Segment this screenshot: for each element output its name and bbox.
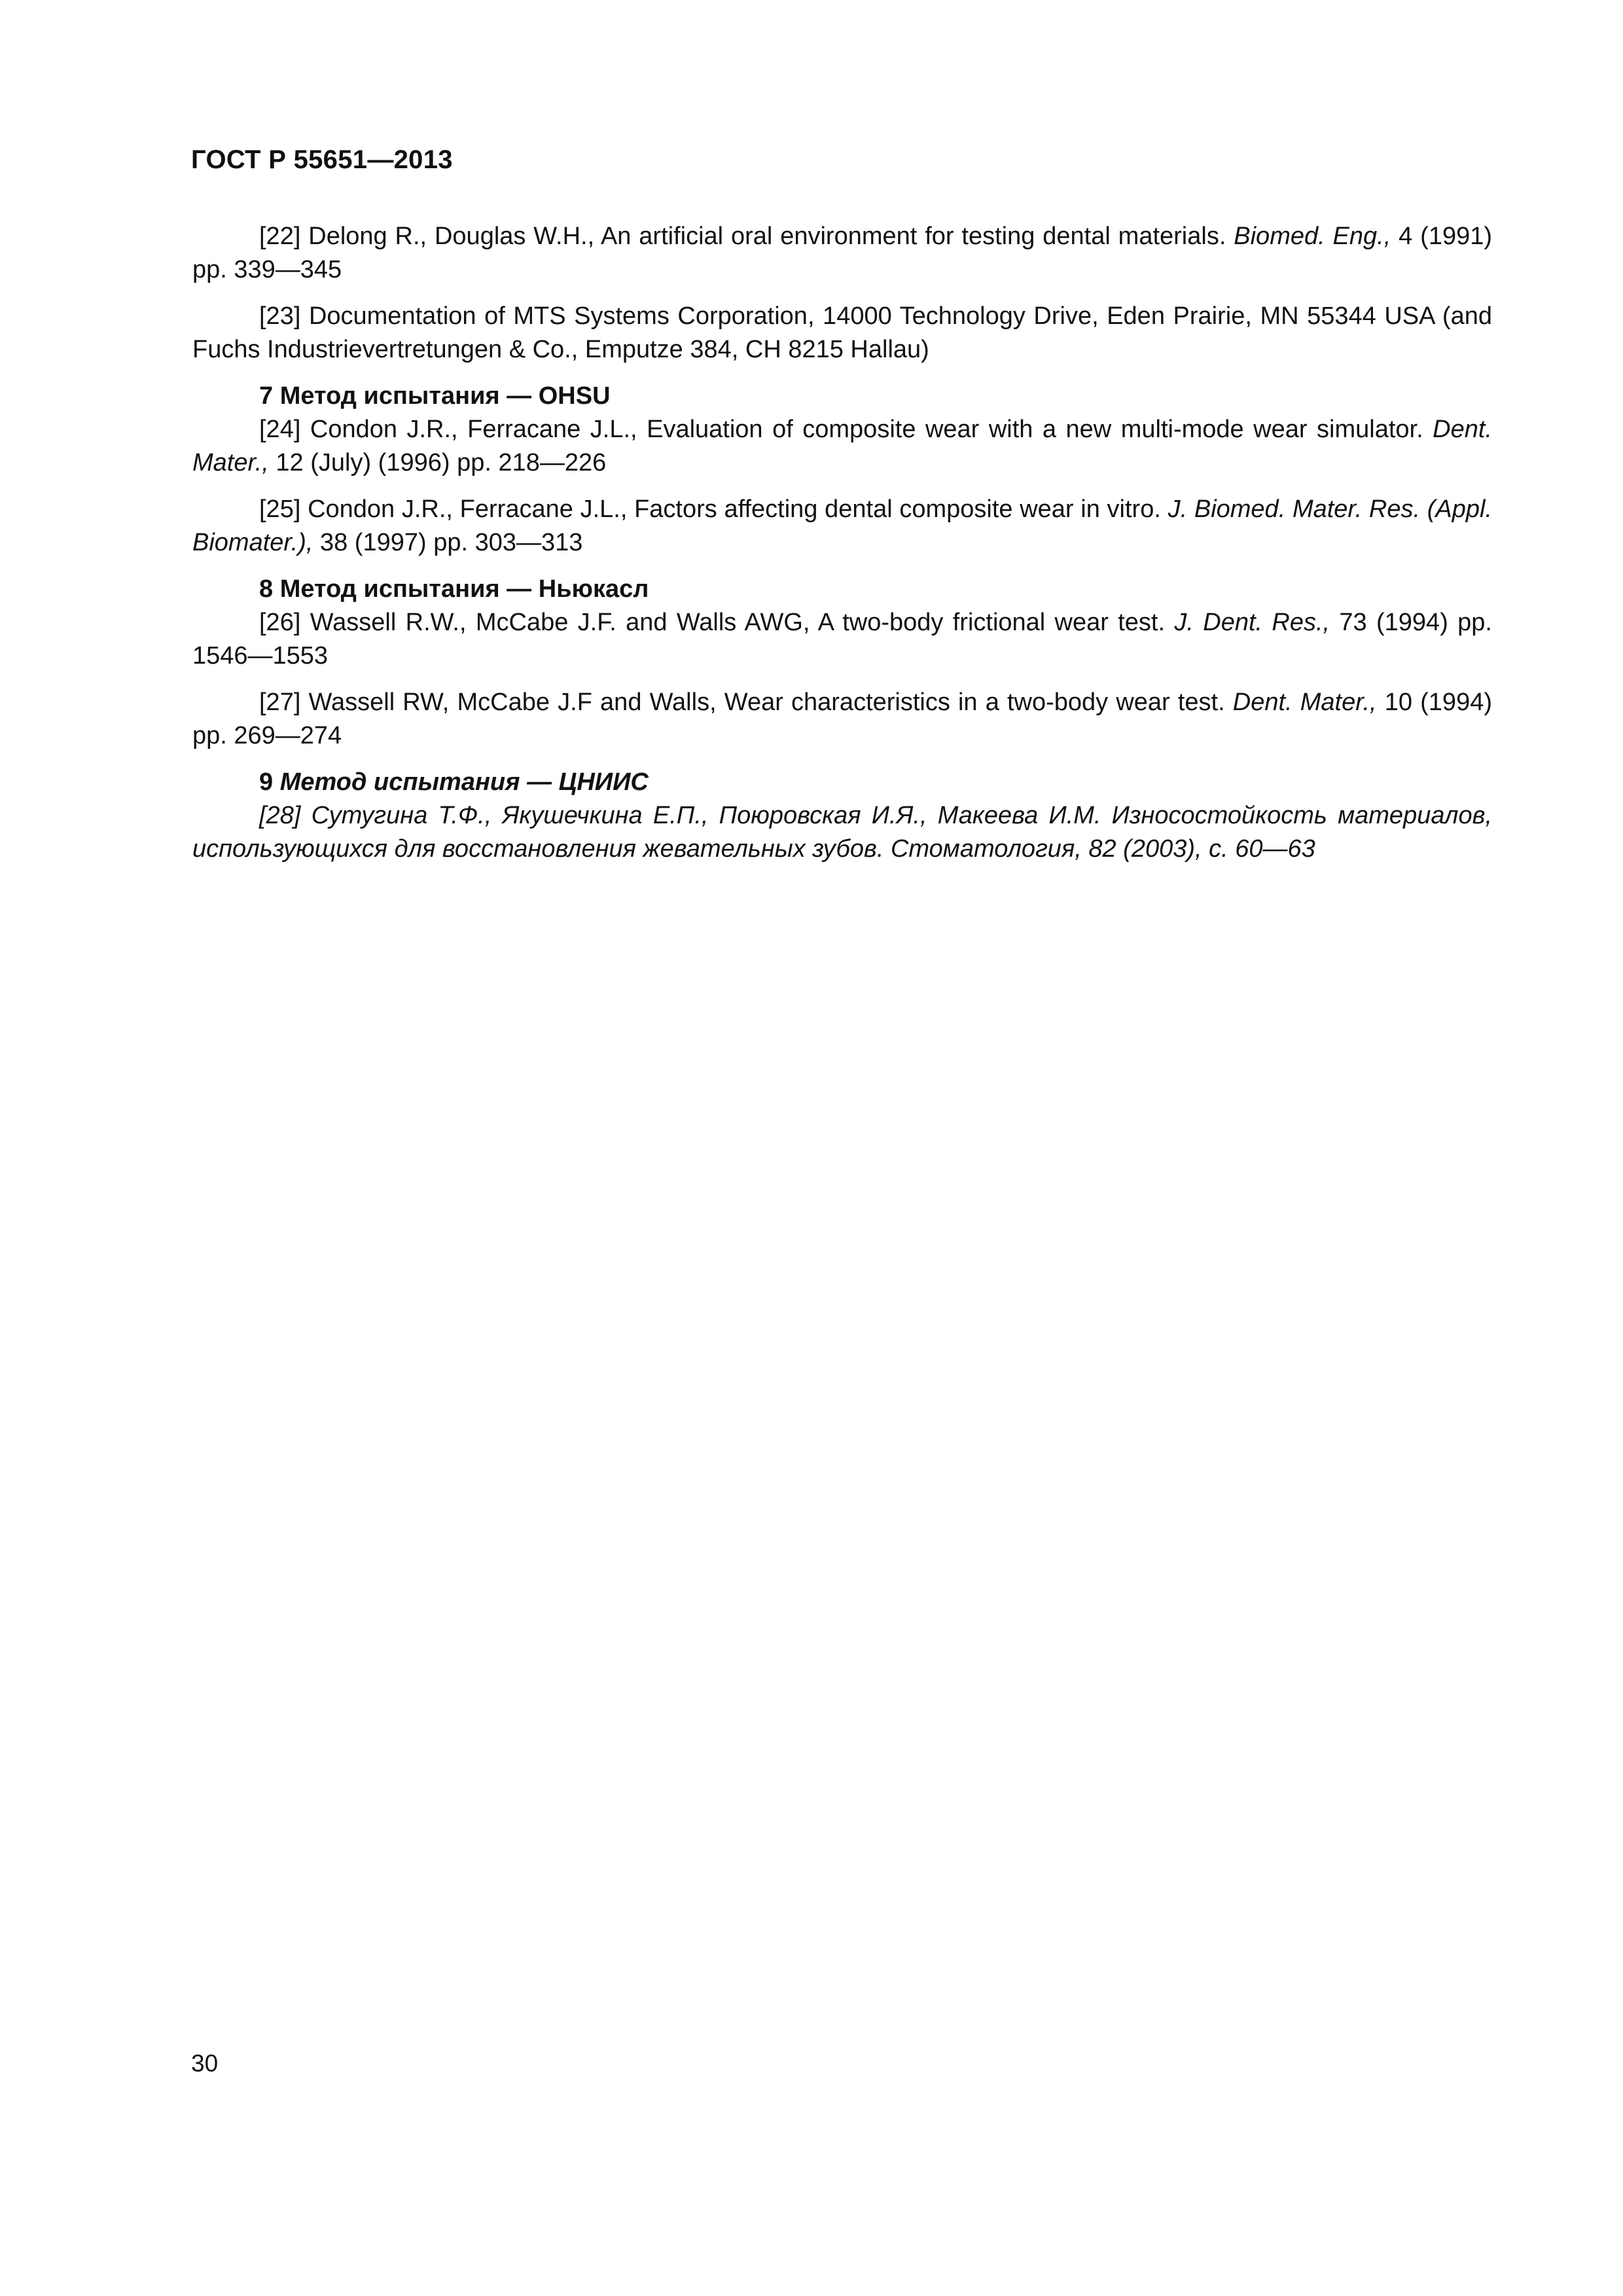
reference-27-details: 10 (1994) pp. 269—274 (192, 689, 1492, 749)
reference-24-details: 12 (July) (1996) pp. 218—226 (268, 449, 607, 476)
section-heading-8 (192, 573, 1492, 606)
section-number: 9 (259, 768, 274, 796)
section-number: 8 (259, 575, 274, 603)
reference-26-journal: J. Dent. Res., (1174, 609, 1330, 636)
reference-22-journal: Biomed. Eng., (1234, 223, 1391, 250)
reference-25-journal: J. Biomed. Mater. Res. (Appl. Biomater.), (192, 495, 1493, 556)
reference-24 (192, 413, 1492, 480)
reference-28: [28] Сутугина Т.Ф., Якушечкина Е.П., Поюровская И.Я., Макеева И.М. Износостойкость материалов, использующихся для восстановления жевательных зубов. Стоматология, 82 (2003), с. 60—63 (192, 802, 1492, 863)
reference-26 (192, 606, 1492, 673)
reference-25 (192, 493, 1492, 560)
bibliography (192, 220, 1492, 866)
reference-25-text: [25] Condon J.R., Ferracane J.L., Factors affecting dental composite wear in vitro. (259, 495, 1168, 523)
reference-23: [23] Documentation of MTS Systems Corporation, 14000 Technology Drive, Eden Prairie, MN 55344 USA (and Fuchs Industrievertretungen & Co., Emputze 384, CH 8215 Hallau) (192, 302, 1492, 363)
section-number: 7 (259, 382, 274, 410)
reference-26-text: [26] Wassell R.W., McCabe J.F. and Walls AWG, A two-body frictional wear test. (259, 609, 1175, 636)
section-title: Метод испытания — ЦНИИС (279, 768, 649, 796)
reference-22-text: [22] Delong R., Douglas W.H., An artificial oral environment for testing dental materials. (259, 223, 1234, 250)
reference-27-journal: Dent. Mater., (1232, 689, 1377, 716)
document-code-header: ГОСТ Р 55651—2013 (191, 145, 453, 174)
reference-26-details: 73 (1994) pp. 1546—1553 (192, 609, 1492, 670)
section-heading-9 (192, 766, 1492, 799)
reference-24-text: [24] Condon J.R., Ferracane J.L., Evaluation of composite wear with a new multi-mode wear simulator. (259, 416, 1433, 443)
section-title: Метод испытания — Ньюкасл (279, 575, 649, 603)
reference-22-details: 4 (1991) pp. 339—345 (192, 223, 1493, 283)
section-title: Метод испытания — OHSU (279, 382, 611, 410)
section-heading-7 (192, 380, 1492, 413)
reference-24-journal: Dent. Mater., (192, 416, 1492, 476)
reference-27 (192, 686, 1492, 753)
page-number: 30 (191, 2050, 219, 2077)
reference-22 (192, 220, 1492, 287)
reference-27-text: [27] Wassell RW, McCabe J.F and Walls, Wear characteristics in a two-body wear test. (259, 689, 1233, 716)
reference-25-details: 38 (1997) pp. 303—313 (313, 529, 583, 556)
